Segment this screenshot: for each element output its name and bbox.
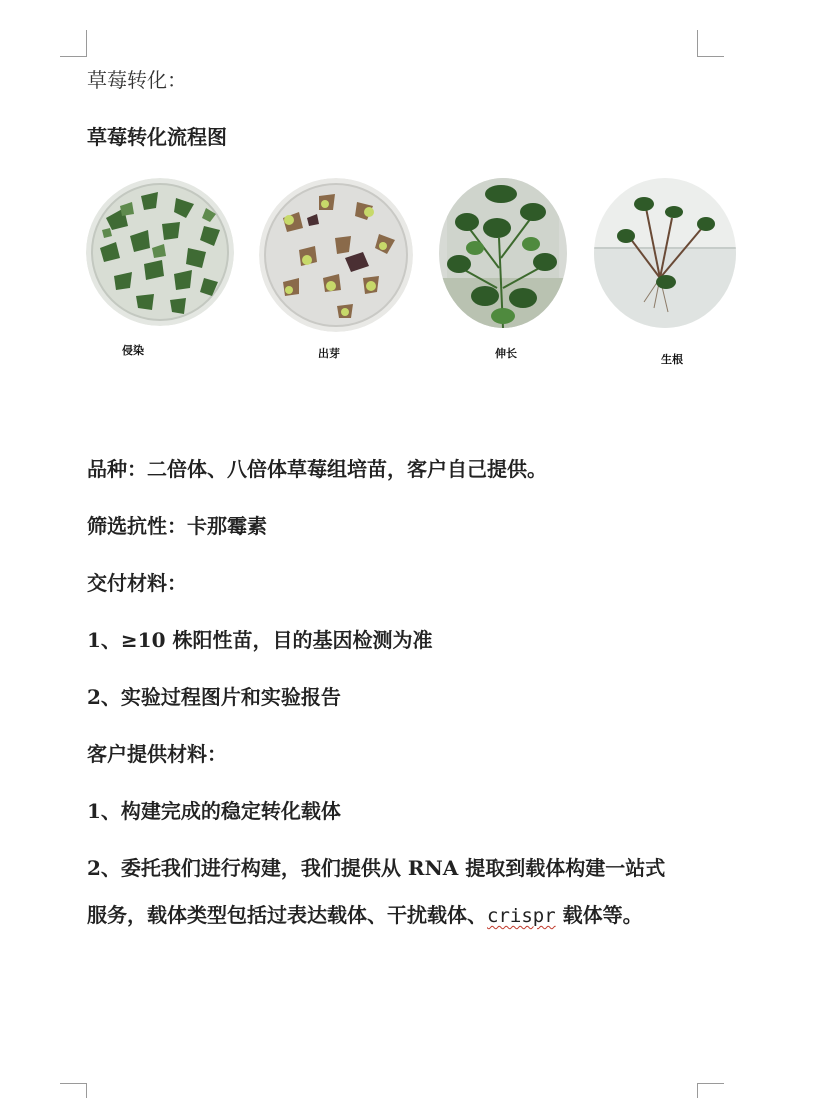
customer-material-item: 2、委托我们进行构建，我们提供从 RNA 提取到载体构建一站式 (87, 856, 666, 880)
continuation-text: 服务，载体类型包括过表达载体、干扰载体、 (87, 903, 487, 927)
customer-material-item: 1、构建完成的稳定转化载体 (87, 799, 341, 823)
step-image-infection (86, 178, 234, 326)
deliverables-heading: 交付材料： (87, 571, 187, 595)
step-image-rooting (594, 178, 736, 328)
step-label-infection: 侵染 (122, 344, 144, 357)
variety-line: 品种：二倍体、八倍体草莓组培苗，客户自己提供。 (87, 457, 547, 481)
step-label-elongation: 伸长 (495, 347, 517, 360)
corner-mark-top-right (697, 30, 724, 57)
customer-materials-heading: 客户提供材料： (87, 742, 227, 766)
deliverable-item: 2、实验过程图片和实验报告 (87, 685, 341, 709)
flow-chart-title: 草莓转化流程图 (87, 125, 227, 149)
corner-mark-bottom-right (697, 1083, 724, 1098)
spellcheck-flagged-word[interactable]: crispr (487, 905, 556, 927)
step-label-rooting: 生根 (661, 353, 683, 366)
step-label-sprouting: 出芽 (318, 347, 340, 360)
document-title: 草莓转化： (87, 68, 187, 92)
selection-line: 筛选抗性：卡那霉素 (87, 514, 267, 538)
continuation-text: 载体等。 (555, 903, 643, 927)
deliverable-item: 1、≥10 株阳性苗，目的基因检测为准 (87, 628, 433, 652)
step-image-sprouting (259, 178, 413, 332)
corner-mark-top-left (60, 30, 87, 57)
customer-material-continuation (87, 903, 643, 928)
step-image-elongation (439, 178, 567, 328)
corner-mark-bottom-left (60, 1083, 87, 1098)
